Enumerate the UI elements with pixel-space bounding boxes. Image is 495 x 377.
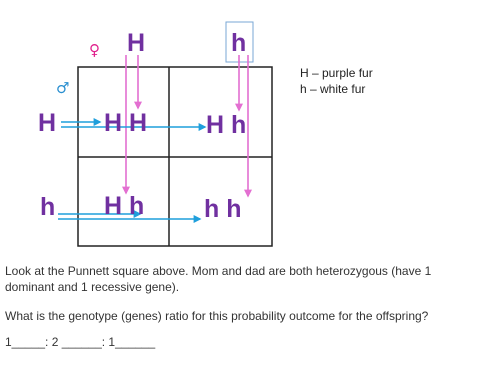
cell-bottom-left-genotype: H h xyxy=(104,192,145,220)
male-symbol-icon: ♂ xyxy=(56,79,70,97)
father-allele-dominant: H xyxy=(38,109,57,137)
mother-allele-dominant: H xyxy=(127,29,146,57)
female-symbol-icon: ♀ xyxy=(89,41,100,59)
question-line-1: Look at the Punnett square above. Mom and dad are both heterozygous (have 1 xyxy=(5,264,432,278)
cell-top-right-genotype: H h xyxy=(206,111,247,139)
mother-allele-recessive: h xyxy=(231,29,247,57)
cell-top-left-genotype: H H xyxy=(104,109,148,137)
question-line-3: What is the genotype (genes) ratio for this probability outcome for the offspring? xyxy=(5,309,429,323)
legend-dominant: H – purple fur xyxy=(300,66,373,80)
question-line-2: dominant and 1 recessive gene). xyxy=(5,280,180,294)
cell-bottom-right-genotype: h h xyxy=(204,195,242,223)
father-allele-recessive: h xyxy=(40,193,56,221)
legend-recessive: h – white fur xyxy=(300,82,366,96)
allele-legend xyxy=(300,65,373,97)
answer-blank-line[interactable]: 1_____: 2 ______: 1______ xyxy=(5,335,156,349)
